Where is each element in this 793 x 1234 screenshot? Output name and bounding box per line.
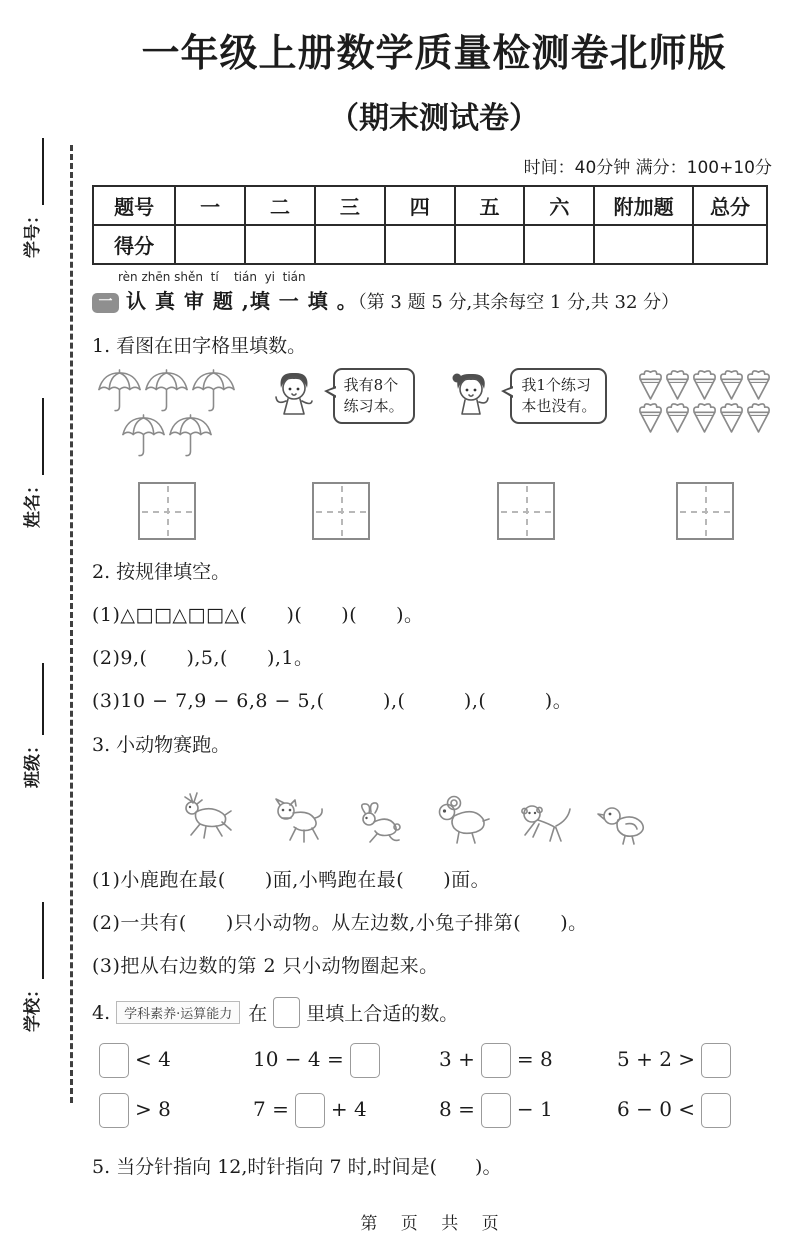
- ice-cream-icon: [637, 401, 664, 434]
- equation-text: 6 − 0 <: [617, 1097, 696, 1121]
- q4-number: 4.: [92, 1001, 111, 1024]
- tianzige-box: [312, 482, 370, 540]
- competency-tag: 学科素养·运算能力: [116, 1001, 240, 1024]
- speech-bubble-line: 练习本。: [343, 397, 404, 415]
- q4-post: 里填上合适的数。: [306, 1003, 459, 1025]
- score-cell: [524, 225, 594, 264]
- umbrella-icon: [96, 368, 143, 413]
- answer-box: [481, 1093, 511, 1128]
- section1-note: （第 3 题 5 分,其余每空 1 分,共 32 分）: [357, 292, 680, 313]
- boy-avatar: [267, 368, 321, 430]
- pinyin-caption: rèn zhēn shěn tí tián yi tián: [118, 270, 306, 284]
- q3-item: (3)把从右边数的第 2 只小动物圈起来。: [92, 955, 439, 977]
- dog-icon: [260, 797, 326, 849]
- section1-heading-row: [92, 285, 776, 314]
- sidebar-field-label: 学校：: [23, 981, 43, 1032]
- girl-avatar: [444, 368, 498, 430]
- ice-cream-icon: [691, 368, 718, 401]
- q4-text: [92, 997, 776, 1028]
- umbrella-icon: [190, 368, 237, 413]
- ice-cream-icon: [664, 368, 691, 401]
- icon-row: [96, 368, 237, 413]
- ice-cream-icon: [745, 368, 772, 401]
- equation: [616, 1043, 776, 1078]
- speech-bubble-line: 我有8个: [343, 376, 399, 394]
- sidebar-field-label: 学号：: [23, 207, 43, 258]
- score-col-header: 总分: [693, 186, 767, 225]
- q1-group: [444, 368, 607, 540]
- sidebar-field: [20, 398, 44, 528]
- q3-item: (2)一共有( )只小动物。从左边数,小兔子排第( )。: [92, 912, 588, 934]
- answer-box: [481, 1043, 511, 1078]
- score-col-header: 一: [175, 186, 245, 225]
- speech-bubble: [510, 368, 607, 424]
- answer-box: [295, 1093, 325, 1128]
- page-footer: 第 页 共 页: [360, 1214, 508, 1234]
- exam-meta: 时间：40分钟 满分：100+10分: [523, 158, 772, 178]
- sidebar-blank-line: [28, 663, 44, 735]
- ice-cream-icon: [691, 401, 718, 434]
- score-col-header: 三: [315, 186, 385, 225]
- q1-group: [637, 368, 772, 540]
- rabbit-icon: [344, 801, 406, 849]
- equation-text: 3 +: [439, 1047, 475, 1071]
- q4-pre: 在: [248, 1003, 268, 1025]
- equation: [252, 1093, 438, 1128]
- animal-race-figure: [170, 771, 776, 849]
- monkey-icon: [514, 799, 578, 849]
- section-number-badge: 一: [92, 293, 119, 313]
- speech-bubble-line: 本也没有。: [521, 397, 597, 415]
- equation: [252, 1043, 438, 1078]
- page-subtitle: （期末测试卷）: [329, 101, 539, 136]
- equation-text: 5 + 2 >: [617, 1047, 696, 1071]
- speech-bubble: [333, 368, 415, 424]
- q1-figure: [92, 368, 776, 540]
- answer-box: [99, 1093, 129, 1128]
- sidebar: [0, 0, 84, 1122]
- ice-cream-icon: [637, 368, 664, 401]
- equation-row: [92, 1093, 776, 1128]
- answer-box: [350, 1043, 380, 1078]
- equation-text: > 8: [135, 1097, 171, 1121]
- equation-text: = 8: [516, 1047, 553, 1071]
- q3-item: (1)小鹿跑在最( )面,小鸭跑在最( )面。: [92, 869, 491, 891]
- umbrella-icon: [120, 413, 167, 458]
- q5-text: 5. 当分针指向 12,时针指向 7 时,时间是( )。: [92, 1156, 502, 1178]
- speech-bubble-line: 我1个练习: [521, 376, 591, 394]
- score-col-header: 附加题: [594, 186, 693, 225]
- sidebar-field: [20, 663, 44, 788]
- sidebar-field: [20, 138, 44, 258]
- umbrella-icon: [143, 368, 190, 413]
- equation: [438, 1093, 616, 1128]
- score-table: [92, 185, 768, 265]
- equation: [438, 1043, 616, 1078]
- answer-box: [99, 1043, 129, 1078]
- ice-cream-icon: [718, 368, 745, 401]
- tianzige-box: [138, 482, 196, 540]
- score-cell: [245, 225, 315, 264]
- sidebar-blank-line: [28, 398, 44, 475]
- score-row-label: 得分: [93, 225, 175, 264]
- equation-text: 8 =: [439, 1097, 475, 1121]
- answer-box: [701, 1043, 731, 1078]
- q3-text: 3. 小动物赛跑。: [92, 734, 231, 756]
- main-content: [92, 0, 776, 1234]
- score-col-header: 五: [455, 186, 525, 225]
- score-col-header: 四: [385, 186, 455, 225]
- score-table-corner: 题号: [93, 186, 175, 225]
- score-col-header: 二: [245, 186, 315, 225]
- equation-text: + 4: [330, 1097, 367, 1121]
- q1-group: [267, 368, 415, 540]
- answer-box: [273, 997, 300, 1028]
- q1-group: [96, 368, 237, 540]
- sidebar-field-label: 姓名：: [23, 477, 43, 528]
- icon-row: [120, 413, 214, 458]
- score-cell: [693, 225, 767, 264]
- equation: [94, 1043, 252, 1078]
- equation-text: − 1: [516, 1097, 553, 1121]
- score-cell: [455, 225, 525, 264]
- deer-icon: [170, 791, 242, 849]
- umbrella-icon: [167, 413, 214, 458]
- ice-cream-icon: [664, 401, 691, 434]
- q2-text: 2. 按规律填空。: [92, 561, 231, 583]
- person-with-bubble: [267, 368, 415, 430]
- duck-icon: [596, 799, 656, 849]
- icon-row: [637, 401, 772, 434]
- sheep-icon: [424, 793, 496, 849]
- score-cell: [385, 225, 455, 264]
- sidebar-field-label: 班级：: [23, 737, 43, 788]
- q2-item: (1)△□□△□□△( )( )( )。: [92, 604, 424, 626]
- equation-text: < 4: [135, 1047, 171, 1071]
- ice-cream-icon: [718, 401, 745, 434]
- score-cell: [594, 225, 693, 264]
- equation-text: 7 =: [253, 1097, 289, 1121]
- tianzige-box: [497, 482, 555, 540]
- ice-cream-icon: [745, 401, 772, 434]
- page-title: 一年级上册数学质量检测卷北师版: [141, 31, 727, 75]
- equation: [94, 1093, 252, 1128]
- answer-box: [701, 1093, 731, 1128]
- person-with-bubble: [444, 368, 607, 430]
- equation-text: 10 − 4 =: [253, 1047, 344, 1071]
- q2-item: (3)10 − 7,9 − 6,8 − 5,( ),( ),( )。: [92, 690, 573, 712]
- equation: [616, 1093, 776, 1128]
- score-cell: [175, 225, 245, 264]
- score-cell: [315, 225, 385, 264]
- icon-row: [637, 368, 772, 401]
- tianzige-box: [676, 482, 734, 540]
- equation-row: [92, 1043, 776, 1078]
- sidebar-field: [20, 902, 44, 1032]
- q2-item: (2)9,( ),5,( ),1。: [92, 647, 314, 669]
- q1-text: 1. 看图在田字格里填数。: [92, 335, 307, 357]
- score-col-header: 六: [524, 186, 594, 225]
- seal-line: [70, 145, 73, 1103]
- sidebar-blank-line: [28, 138, 44, 205]
- section1-heading: 认 真 审 题 ,填 一 填 。: [126, 289, 358, 313]
- sidebar-blank-line: [28, 902, 44, 979]
